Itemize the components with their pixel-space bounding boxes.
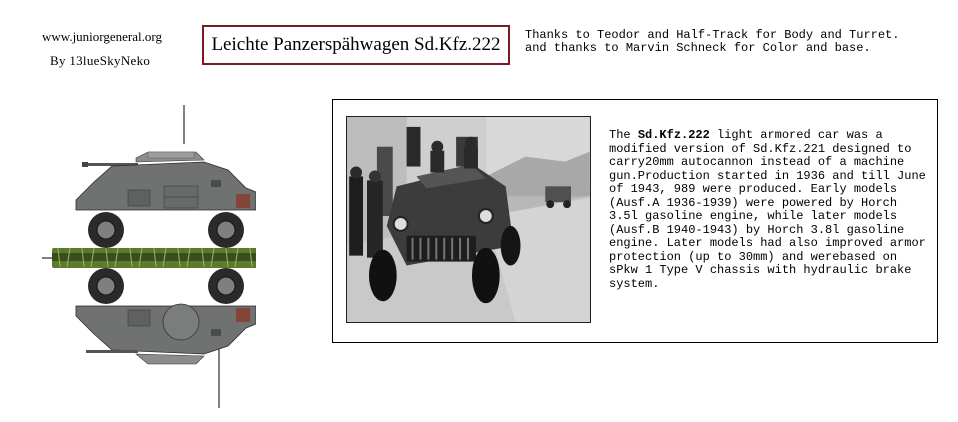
credits-line-1: Thanks to Teodor and Half-Track for Body and Turret. — [525, 28, 900, 42]
title-box — [202, 25, 510, 65]
desc-prefix: The — [609, 128, 638, 142]
info-panel — [332, 99, 938, 343]
site-url: www.juniorgeneral.org — [42, 29, 162, 44]
paper-model-figure — [36, 100, 256, 410]
author-byline: By 13lueSkyNeko — [50, 53, 151, 68]
desc-body: light armored car was a modified version of Sd.Kfz.221 designed to carry20mm autocannon instead of a machine gun.Production started in 1936 and till June of 1943, 989 were produced. Early models (Ausf.A 1936-1939) were powered by Horch 3.5l gasoline engine, while later models (Ausf.B 1940-1943) by Horch 3.8l gasoline engine. Later models had also improved armor protection (up to 30mm) and werebased on sPkw 1 Type V chassis with hydraulic brake system. — [609, 128, 926, 291]
credits-line-2: and thanks to Marvin Schneck for Color and base. — [525, 41, 871, 55]
vehicle-description — [609, 129, 929, 291]
credits — [525, 29, 899, 55]
vehicle-side-view — [76, 152, 256, 248]
vehicle-mirrored-view — [76, 268, 256, 364]
desc-vehicle-name: Sd.Kfz.222 — [637, 128, 710, 142]
historical-photo — [346, 116, 591, 323]
page-title: Leichte Panzerspähwagen Sd.Kfz.222 — [211, 34, 501, 55]
